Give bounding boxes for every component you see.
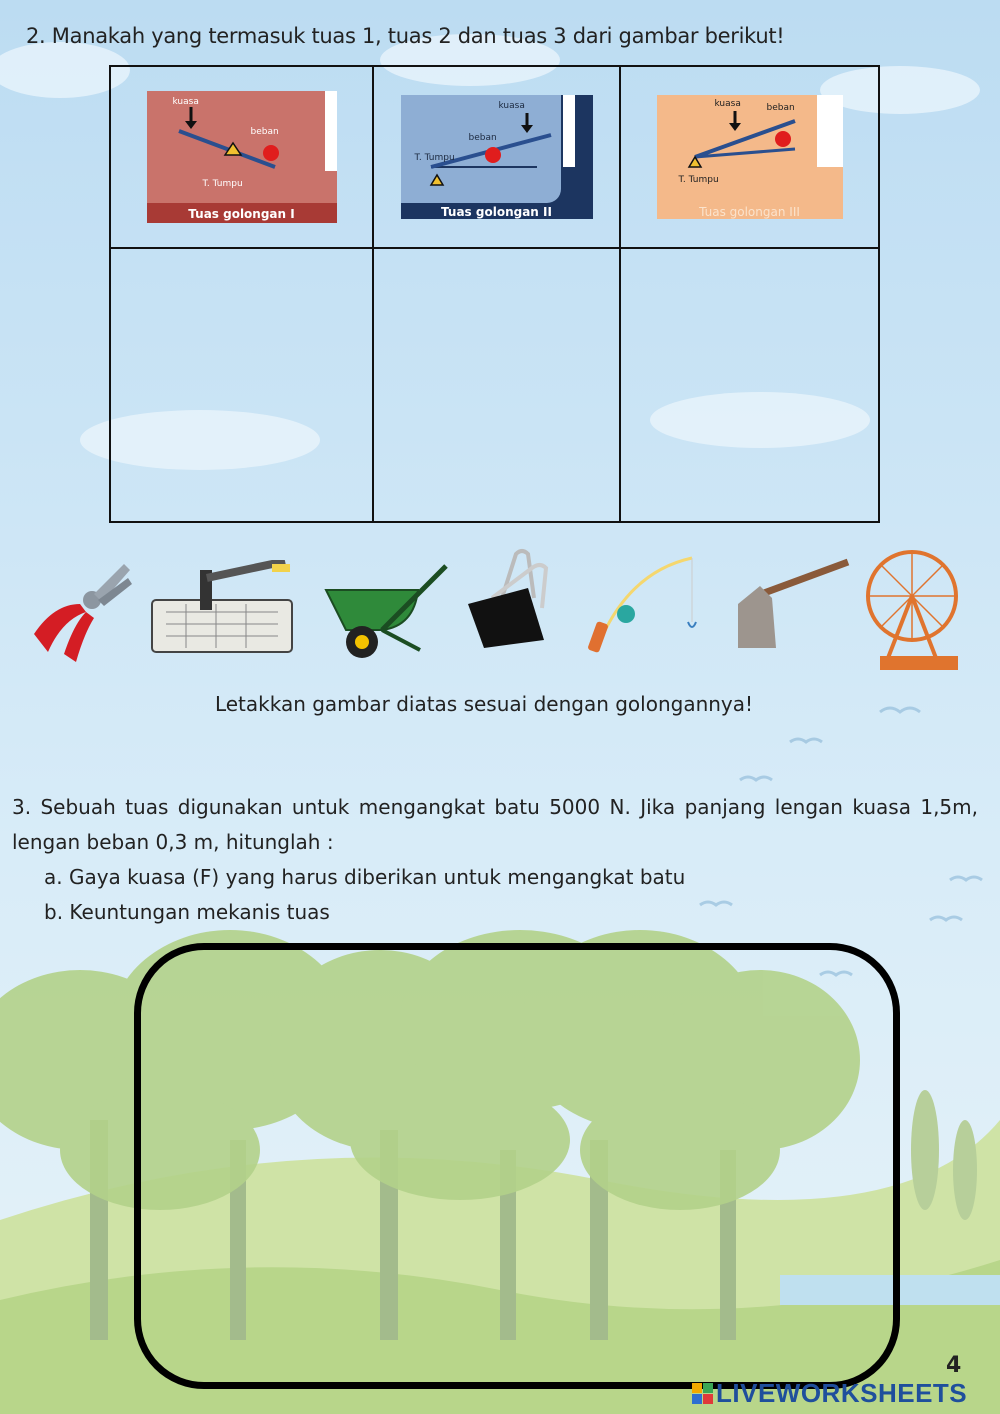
label-tumpu: T. Tumpu [414, 153, 455, 163]
label-kuasa: kuasa [714, 99, 741, 109]
liveworksheets-logo [692, 1378, 967, 1409]
fishing-rod-icon[interactable] [588, 552, 704, 656]
label-kuasa: kuasa [498, 101, 525, 111]
table-cell-lever-3 [620, 66, 879, 248]
table-cell-lever-2 [373, 66, 620, 248]
answer-box[interactable] [134, 943, 900, 1389]
lever-classification-table [109, 65, 880, 523]
tool-images-row [0, 540, 1000, 680]
brand-text: LIVEWORKSHEETS [716, 1378, 968, 1408]
drop-zone-lever-3[interactable] [620, 248, 879, 522]
instruction-text: Letakkan gambar diatas sesuai dengan golongannya! [214, 692, 754, 716]
question-2-text: 2. Manakah yang termasuk tuas 1, tuas 2 dan tuas 3 dari gambar berikut! [26, 24, 785, 48]
lever-class-2-diagram [401, 95, 593, 219]
caption: Tuas golongan III [699, 205, 800, 219]
label-tumpu: T. Tumpu [202, 179, 243, 189]
binder-clip-icon[interactable] [462, 548, 562, 648]
lever-class-1-diagram [147, 91, 337, 223]
label-kuasa: kuasa [172, 97, 199, 107]
table-cell-lever-1 [110, 66, 373, 248]
question-3-text: 3. Sebuah tuas digunakan untuk mengangkat batu 5000 N. Jika panjang lengan kuasa 1,5m, lengan beban 0,3 m, hitunglah : [12, 795, 978, 854]
wheelbarrow-icon[interactable] [322, 560, 462, 664]
lever-class-3-diagram [657, 95, 843, 219]
question-3-part-b: b. Keuntungan mekanis tuas [44, 900, 330, 924]
question-3-part-a: a. Gaya kuasa (F) yang harus diberikan untuk mengangkat batu [44, 865, 686, 889]
question-3 [12, 790, 978, 930]
ferris-wheel-icon[interactable] [862, 540, 962, 674]
page-number: 4 [946, 1353, 962, 1378]
drop-zone-lever-2[interactable] [373, 248, 620, 522]
label-beban: beban [468, 133, 497, 143]
label-beban: beban [766, 103, 795, 113]
label-beban: beban [250, 127, 279, 137]
label-tumpu: T. Tumpu [678, 175, 719, 185]
caption: Tuas golongan II [441, 205, 552, 219]
pliers-icon[interactable] [24, 554, 134, 664]
paper-cutter-icon[interactable] [146, 560, 298, 660]
caption: Tuas golongan I [188, 207, 295, 221]
liveworksheets-icon [692, 1383, 713, 1404]
hoe-icon[interactable] [732, 556, 852, 652]
drop-zone-lever-1[interactable] [110, 248, 373, 522]
